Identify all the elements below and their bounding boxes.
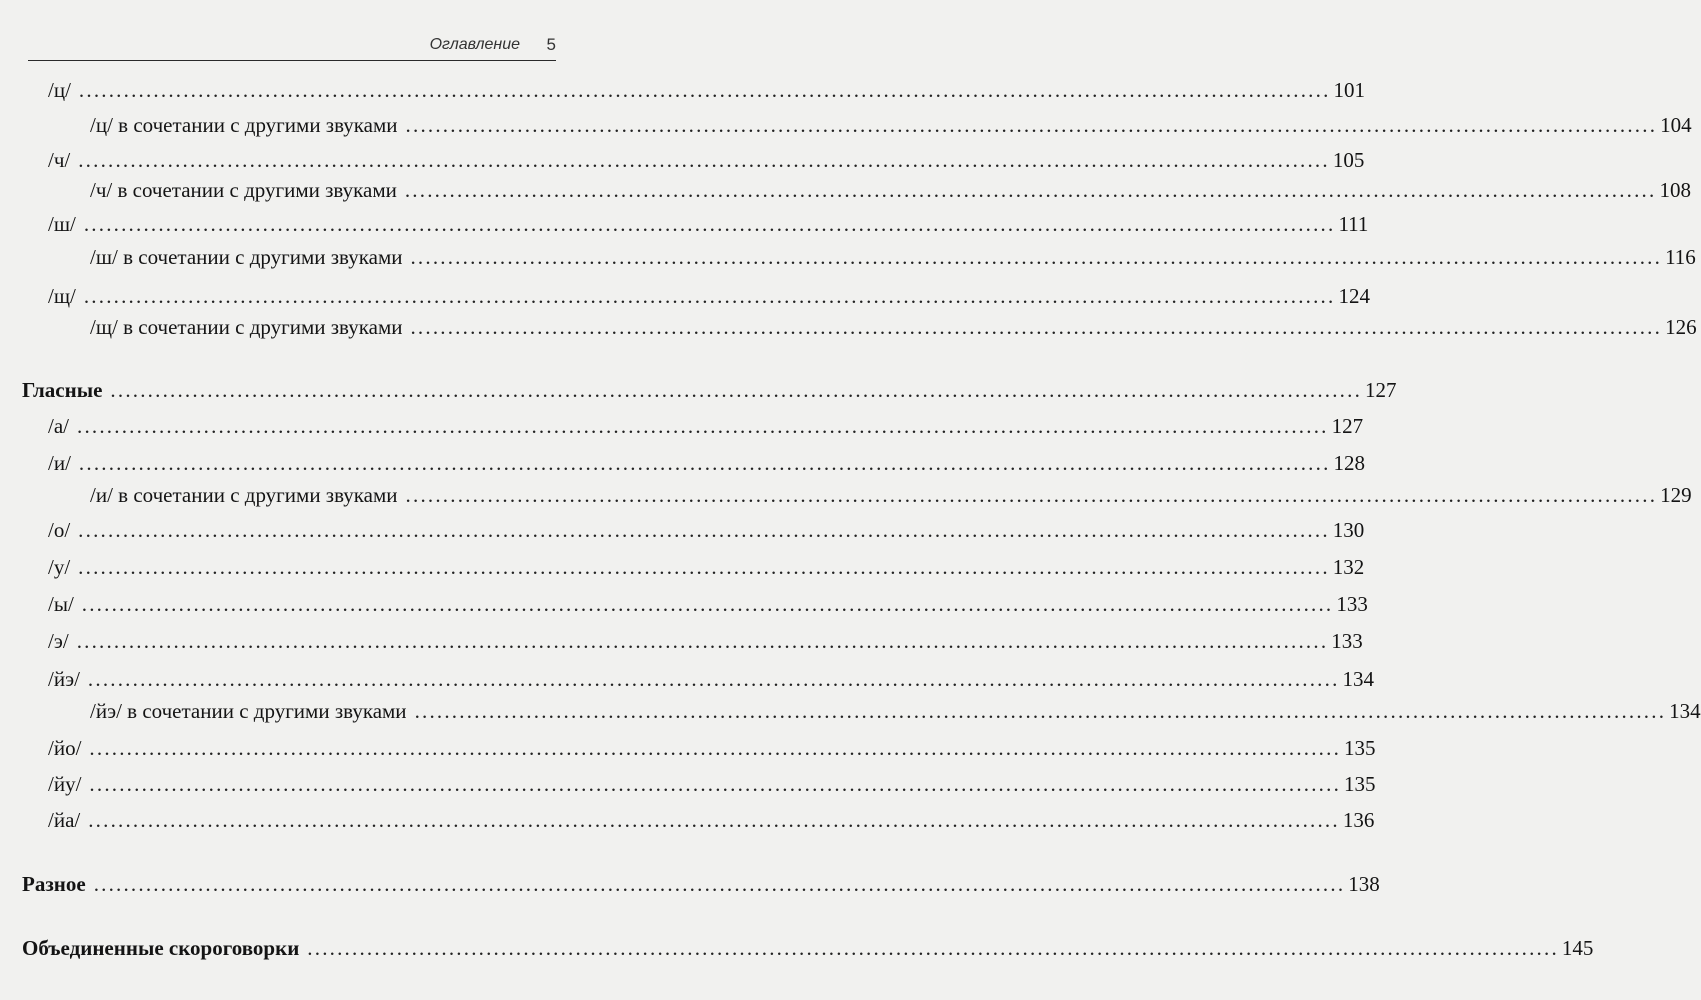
leader-dots: ........................................................................................................................................................................ — [78, 78, 1331, 102]
toc-entry-label: /йа/ — [48, 808, 81, 832]
toc-entry-page: 135 — [1344, 736, 1376, 760]
toc-entry-label: /о/ — [48, 518, 71, 542]
toc-entry — [48, 770, 1376, 798]
toc-entry-label: /и/ — [48, 451, 71, 475]
toc-entry — [48, 449, 1366, 477]
toc-entry — [90, 111, 1692, 139]
toc-entry-page: 132 — [1332, 555, 1365, 579]
toc-entry-label: /щ/ — [48, 284, 76, 308]
toc-entry-label: /и/ в сочетании с другими звуками — [90, 483, 398, 507]
leader-dots: ........................................................................................................................................................................ — [410, 245, 1663, 269]
toc-entry-label: Объединенные скороговорки — [22, 936, 300, 960]
toc-section-entry — [22, 870, 1380, 898]
toc-entry-page: 136 — [1342, 808, 1375, 832]
leader-dots: ........................................................................................................................................................................ — [89, 772, 1342, 796]
toc-entry-label: /у/ — [48, 555, 71, 579]
page-number: 5 — [546, 35, 556, 54]
leader-dots: ........................................................................................................................................................................ — [307, 936, 1559, 960]
toc-entry-page: 127 — [1331, 414, 1364, 438]
leader-dots: ........................................................................................................................................................................ — [414, 699, 1667, 723]
leader-dots: ........................................................................................................................................................................ — [83, 212, 1336, 236]
toc-entry — [48, 665, 1375, 693]
leader-dots: ........................................................................................................................................................................ — [81, 592, 1334, 616]
toc-entry-label: /ц/ — [48, 78, 71, 102]
leader-dots: ........................................................................................................................................................................ — [110, 378, 1363, 402]
toc-entry-label: /щ/ в сочетании с другими звуками — [90, 315, 403, 339]
leader-dots: ........................................................................................................................................................................ — [404, 178, 1657, 202]
toc-entry-page: 145 — [1561, 936, 1594, 960]
leader-dots: ........................................................................................................................................................................ — [93, 872, 1346, 896]
leader-dots: ........................................................................................................................................................................ — [89, 736, 1342, 760]
leader-dots: ........................................................................................................................................................................ — [78, 555, 1330, 579]
toc-entry-label: /йэ/ — [48, 667, 80, 691]
toc-entry-page: 130 — [1332, 518, 1365, 542]
toc-entry — [48, 210, 1369, 238]
toc-entry-page: 138 — [1348, 872, 1380, 896]
toc-entry-label: /ц/ в сочетании с другими звуками — [90, 113, 398, 137]
toc-entry-page: 134 — [1342, 667, 1375, 691]
leader-dots: ........................................................................................................................................................................ — [77, 414, 1329, 438]
toc-entry-page: 126 — [1665, 315, 1697, 339]
leader-dots: ........................................................................................................................................................................ — [410, 315, 1663, 339]
toc-entry-page: 104 — [1660, 113, 1692, 137]
toc-entry — [90, 313, 1697, 341]
toc-entry-page: 127 — [1365, 378, 1397, 402]
toc-entry — [48, 76, 1366, 104]
toc-entry-page: 134 — [1669, 699, 1701, 723]
toc-entry-label: /а/ — [48, 414, 69, 438]
leader-dots: ........................................................................................................................................................................ — [88, 808, 1340, 832]
toc-entry-label: Гласные — [22, 378, 103, 402]
toc-entry-page: 111 — [1338, 212, 1369, 236]
toc-entry-label: /йэ/ в сочетании с другими звуками — [90, 699, 407, 723]
leader-dots: ........................................................................................................................................................................ — [87, 667, 1340, 691]
toc-entry-label: /ш/ в сочетании с другими звуками — [90, 245, 403, 269]
leader-dots: ........................................................................................................................................................................ — [78, 148, 1330, 172]
toc-entry-page: 108 — [1659, 178, 1691, 202]
toc-entry — [48, 590, 1368, 618]
toc-entry-label: /йу/ — [48, 772, 82, 796]
section-title: Оглавление — [429, 36, 520, 53]
leader-dots: ........................................................................................................................................................................ — [405, 483, 1658, 507]
toc-entry — [48, 516, 1365, 544]
toc-entry-label: Разное — [22, 872, 86, 896]
toc-entry-page: 128 — [1333, 451, 1366, 475]
leader-dots: ........................................................................................................................................................................ — [83, 284, 1336, 308]
toc-entry — [48, 806, 1375, 834]
toc-entry — [90, 697, 1701, 725]
toc-entry-page: 116 — [1665, 245, 1696, 269]
toc-section-entry — [22, 376, 1397, 404]
leader-dots: ........................................................................................................................................................................ — [78, 451, 1331, 475]
toc-entry-page: 133 — [1331, 629, 1363, 653]
toc-entry — [48, 553, 1365, 581]
toc-entry — [48, 412, 1364, 440]
toc-entry-label: /ч/ в сочетании с другими звуками — [90, 178, 397, 202]
toc-entry — [90, 481, 1692, 509]
toc-entry-page: 124 — [1338, 284, 1370, 308]
toc-entry — [48, 627, 1363, 655]
toc-entry-page: 101 — [1333, 78, 1366, 102]
leader-dots: ........................................................................................................................................................................ — [76, 629, 1329, 653]
leader-dots: ........................................................................................................................................................................ — [78, 518, 1330, 542]
toc-entry-page: 135 — [1344, 772, 1376, 796]
toc-entry-label: /йо/ — [48, 736, 82, 760]
toc-entry-label: /ы/ — [48, 592, 74, 616]
toc-entry — [90, 243, 1696, 271]
toc-entry-page: 105 — [1332, 148, 1365, 172]
toc-entry — [48, 734, 1376, 762]
toc-entry-label: /ч/ — [48, 148, 71, 172]
toc-entry-page: 129 — [1660, 483, 1692, 507]
toc-entry — [90, 176, 1691, 204]
toc-entry-page: 133 — [1336, 592, 1368, 616]
toc-entry-label: /ш/ — [48, 212, 76, 236]
toc-section-entry — [22, 934, 1594, 962]
toc-entry-label: /э/ — [48, 629, 69, 653]
leader-dots: ........................................................................................................................................................................ — [405, 113, 1658, 137]
toc-entry — [48, 282, 1370, 310]
toc-entry — [48, 146, 1365, 174]
